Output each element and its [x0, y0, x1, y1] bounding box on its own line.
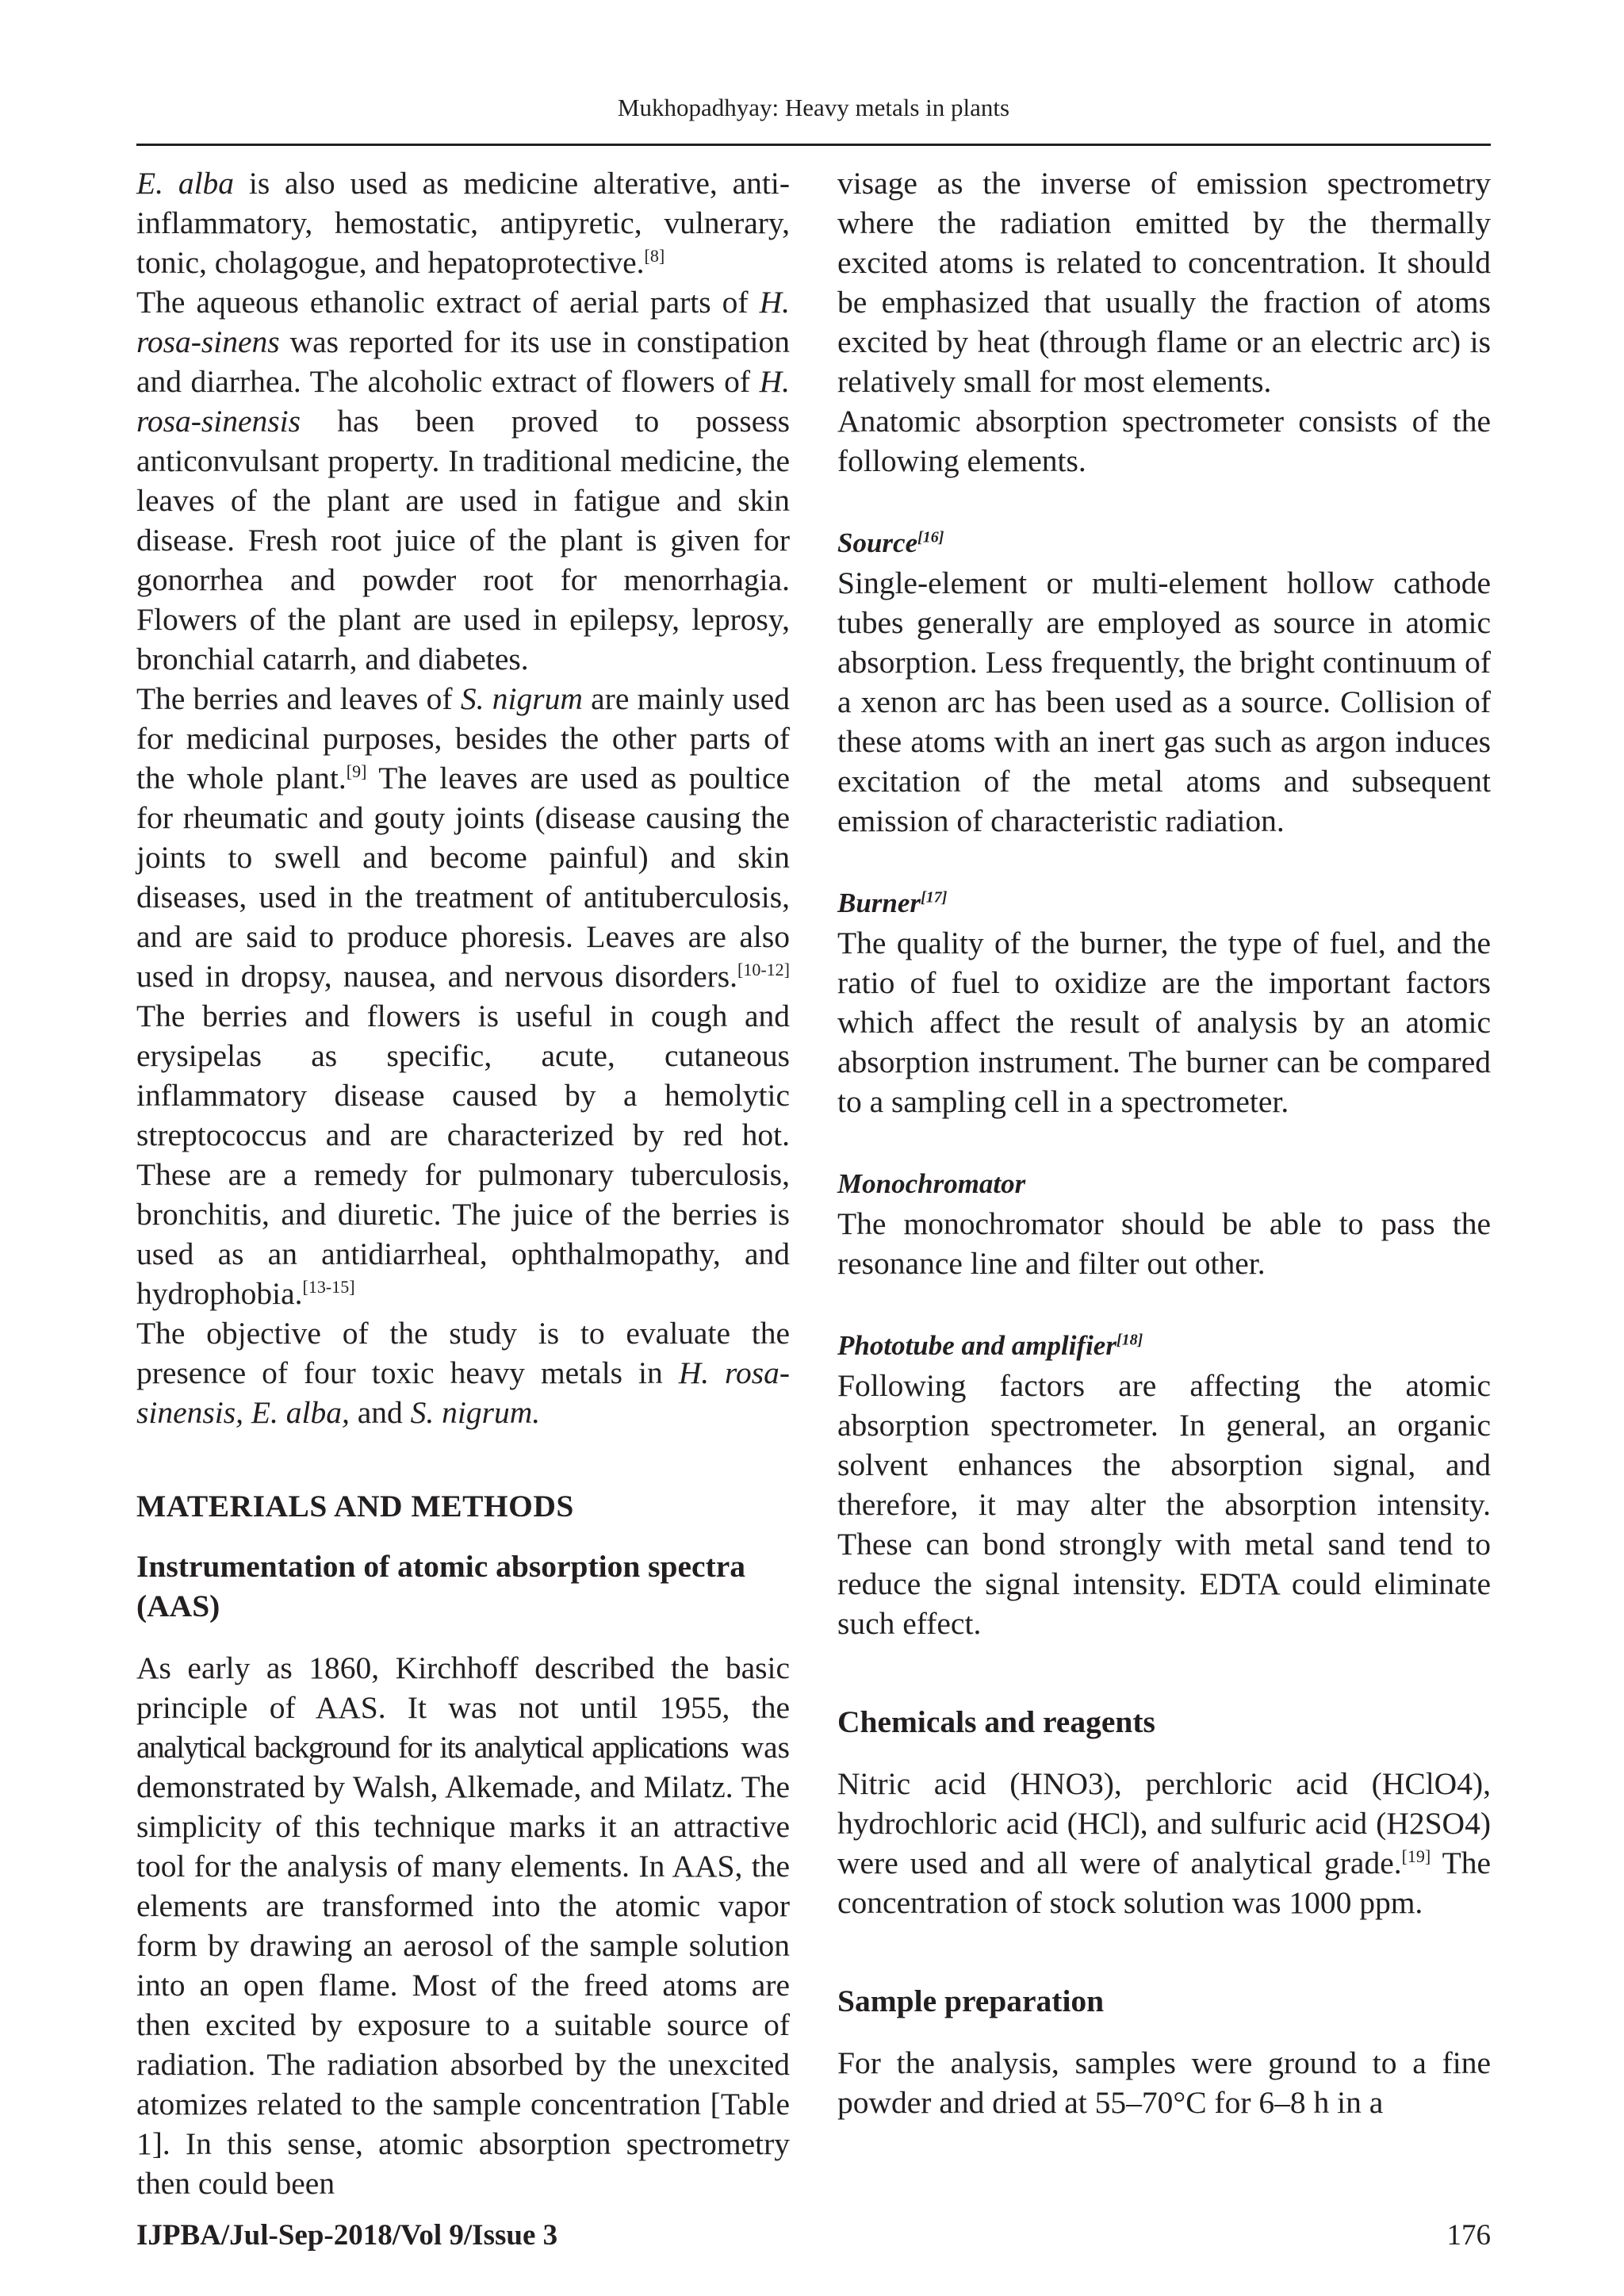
citation: [19]: [1401, 1846, 1431, 1866]
citation: [17]: [921, 888, 948, 907]
paragraph-s-nigrum: The berries and leaves of S. nigrum are mainly used for medicinal purposes, besides the other parts of the whole plant.[9] The leaves are used as poultice for rheumatic and gouty joints (disease causing the joints to swell and become painful) and skin diseases, used in the treatment of antituberculosis, and are said to produce phoresis. Leaves are also used in dropsy, nausea, and nervous disorders.[10-12] The berries and flowers is useful in cough and erysipelas as specific, acute, cutaneous inflammatory disease caused by a hemolytic streptococcus and are characterized by red hot. These are a remedy for pulmonary tuberculosis, bronchitis, and diuretic. The juice of the berries is used as an antidiarrheal, ophthalmopathy, and hydrophobia.[13-15]: [136, 681, 790, 1311]
subsection-title-sample-preparation: Sample preparation: [837, 1984, 1105, 2018]
subsection-title-aas: Instrumentation of atomic absorption spectra (AAS): [136, 1549, 746, 1623]
running-head: Mukhopadhyay: Heavy metals in plants: [617, 94, 1010, 121]
paragraph-aas-history: As early as 1860, Kirchhoff described the basic principle of AAS. It was not until 1955, the analytical background for its analytical applications was demonstrated by Walsh, Alkemade, and Milatz. The simplicity of this technique marks it an attractive tool for the analysis of many elements. In AAS, the elements are transformed into the atomic vapor form by drawing an aerosol of the sample solution into an open flame. Most of the freed atoms are then excited by exposure to a suitable source of radiation. The radiation absorbed by the unexcited atomizes related to the sample concentration [Table 1]. In this sense, atomic absorption spectrometry then could been: [136, 1650, 790, 2201]
subheading-monochromator: Monochromator: [837, 1168, 1026, 1199]
citation: [8]: [644, 245, 665, 266]
paragraph-phototube: Following factors are affecting the atomic absorption spectrometer. In general, an organic solvent enhances the absorption signal, and therefore, it may alter the absorption intensity. These can bond strongly with metal sand tend to reduce the signal intensity. EDTA could eliminate such effect.: [837, 1368, 1491, 1641]
subheading-phototube: Phototube and amplifier[18]: [837, 1330, 1143, 1361]
subsection-title-chemicals: Chemicals and reagents: [837, 1704, 1155, 1739]
paragraph-chemicals: Nitric acid (HNO3), perchloric acid (HClO4), hydrochloric acid (HCl), and sulfuric acid (H2SO4) were used and all were of analytical grade.[19] The concentration of stock solution was 1000 ppm.: [837, 1766, 1491, 1920]
section-title-materials-methods: MATERIALS AND METHODS: [136, 1489, 574, 1524]
subheading-burner: Burner[17]: [837, 887, 948, 918]
header-rule: [136, 144, 1491, 146]
paragraph-e-alba: E. alba is also used as medicine alterative, anti-inflammatory, hemostatic, antipyretic, vulnerary, tonic, cholagogue, and hepatoprotective.[8]: [136, 166, 790, 280]
paragraph-burner: The quality of the burner, the type of fuel, and the ratio of fuel to oxidize are the important factors which affect the result of analysis by an atomic absorption instrument. The burner can be compared to a sampling cell in a spectrometer.: [837, 926, 1491, 1119]
paragraph-h-rosa-sinensis: The aqueous ethanolic extract of aerial parts of H. rosa-sinens was reported for its use in constipation and diarrhea. The alcoholic extract of flowers of H. rosa-sinensis has been proved to possess anticonvulsant property. In traditional medicine, the leaves of the plant are used in fatigue and skin disease. Fresh root juice of the plant is given for gonorrhea and powder root for menorrhagia. Flowers of the plant are used in epilepsy, leprosy, bronchial catarrh, and diabetes.: [136, 285, 790, 677]
footer-journal: IJPBA/Jul-Sep-2018/Vol 9/Issue 3: [136, 2219, 558, 2252]
right-column: [837, 163, 1491, 2122]
page-number: 176: [1446, 2219, 1491, 2252]
paragraph-emission-inverse: visage as the inverse of emission spectrometry where the radiation emitted by the thermally excited atoms is related to concentration. It should be emphasized that usually the fraction of atoms excited by heat (through flame or an electric arc) is relatively small for most elements.: [837, 166, 1491, 399]
citation: [13-15]: [302, 1276, 355, 1297]
citation: [9]: [346, 761, 367, 781]
subheading-source: Source[16]: [837, 527, 944, 558]
citation: [10-12]: [737, 959, 790, 979]
paragraph-source: Single-element or multi-element hollow cathode tubes generally are employed as source in atomic absorption. Less frequently, the bright continuum of a xenon arc has been used as a source. Collision of these atoms with an inert gas such as argon induces excitation of the metal atoms and subsequent emission of characteristic radiation.: [837, 565, 1491, 838]
paragraph-objective: The objective of the study is to evaluate the presence of four toxic heavy metals in H. rosa-sinensis, E. alba, and S. nigrum.: [136, 1316, 790, 1430]
citation: [16]: [917, 528, 944, 546]
left-column: [136, 163, 790, 2203]
citation: [18]: [1116, 1331, 1143, 1349]
paragraph-sample-preparation: For the analysis, samples were ground to a fine powder and dried at 55–70°C for 6–8 h in a: [837, 2045, 1491, 2120]
paragraph-spectrometer-elements: Anatomic absorption spectrometer consists of the following elements.: [837, 404, 1491, 478]
paragraph-monochromator: The monochromator should be able to pass the resonance line and filter out other.: [837, 1206, 1491, 1281]
